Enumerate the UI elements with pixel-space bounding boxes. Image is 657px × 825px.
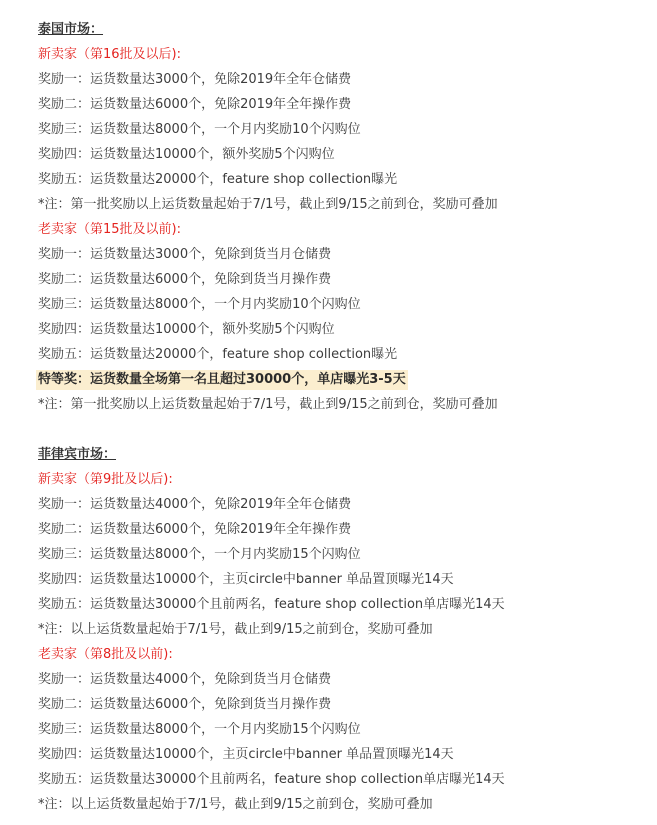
thailand-title: 泰国市场： (38, 22, 104, 37)
thailand-old-reward-2: 奖励二：运货数量达6000个，免除到货当月操作费 (38, 272, 332, 287)
thailand-special-award: 特等奖：运货数量全场第一名且超过30000个，单店曝光3-5天 (36, 370, 408, 390)
thailand-old-reward-1: 奖励一：运货数量达3000个，免除到货当月仓储费 (38, 247, 332, 262)
philippines-new-reward-2: 奖励二：运货数量达6000个，免除2019年全年操作费 (38, 522, 352, 537)
thailand-new-reward-3: 奖励三：运货数量达8000个，一个月内奖励10个闪购位 (38, 122, 361, 137)
philippines-old-note: *注：以上运货数量起始于7/1号，截止到9/15之前到仓，奖励可叠加 (38, 797, 433, 812)
philippines-new-reward-4: 奖励四：运货数量达10000个，主页circle中banner 单品置顶曝光14天 (38, 572, 454, 587)
philippines-new-reward-5: 奖励五：运货数量达30000个且前两名，feature shop collection单店曝光14天 (38, 597, 505, 612)
philippines-title: 菲律宾市场： (38, 447, 117, 462)
philippines-new-reward-1: 奖励一：运货数量达4000个，免除2019年全年仓储费 (38, 497, 352, 512)
philippines-new-reward-3: 奖励三：运货数量达8000个，一个月内奖励15个闪购位 (38, 547, 361, 562)
thailand-new-reward-5: 奖励五：运货数量达20000个，feature shop collection曝光 (38, 172, 398, 187)
thailand-new-reward-2: 奖励二：运货数量达6000个，免除2019年全年操作费 (38, 97, 352, 112)
thailand-new-reward-1: 奖励一：运货数量达3000个，免除2019年全年仓储费 (38, 72, 352, 87)
thailand-new-note: *注：第一批奖励以上运货数量起始于7/1号，截止到9/15之前到仓，奖励可叠加 (38, 197, 498, 212)
philippines-old-reward-5: 奖励五：运货数量达30000个且前两名，feature shop collection单店曝光14天 (38, 772, 505, 787)
philippines-new-note: *注：以上运货数量起始于7/1号，截止到9/15之前到仓，奖励可叠加 (38, 622, 433, 637)
thailand-old-reward-4: 奖励四：运货数量达10000个，额外奖励5个闪购位 (38, 322, 335, 337)
philippines-old-reward-1: 奖励一：运货数量达4000个，免除到货当月仓储费 (38, 672, 332, 687)
philippines-old-reward-3: 奖励三：运货数量达8000个，一个月内奖励15个闪购位 (38, 722, 361, 737)
philippines-old-seller-label: 老卖家（第8批及以前): (38, 647, 173, 662)
thailand-new-seller-label: 新卖家（第16批及以后): (38, 47, 181, 62)
thailand-old-reward-3: 奖励三：运货数量达8000个，一个月内奖励10个闪购位 (38, 297, 361, 312)
philippines-new-seller-label: 新卖家（第9批及以后): (38, 472, 173, 487)
philippines-old-reward-2: 奖励二：运货数量达6000个，免除到货当月操作费 (38, 697, 332, 712)
thailand-old-note: *注：第一批奖励以上运货数量起始于7/1号，截止到9/15之前到仓，奖励可叠加 (38, 397, 498, 412)
thailand-new-reward-4: 奖励四：运货数量达10000个，额外奖励5个闪购位 (38, 147, 335, 162)
thailand-old-reward-5: 奖励五：运货数量达20000个，feature shop collection曝光 (38, 347, 398, 362)
philippines-old-reward-4: 奖励四：运货数量达10000个，主页circle中banner 单品置顶曝光14天 (38, 747, 454, 762)
thailand-old-seller-label: 老卖家（第15批及以前): (38, 222, 181, 237)
